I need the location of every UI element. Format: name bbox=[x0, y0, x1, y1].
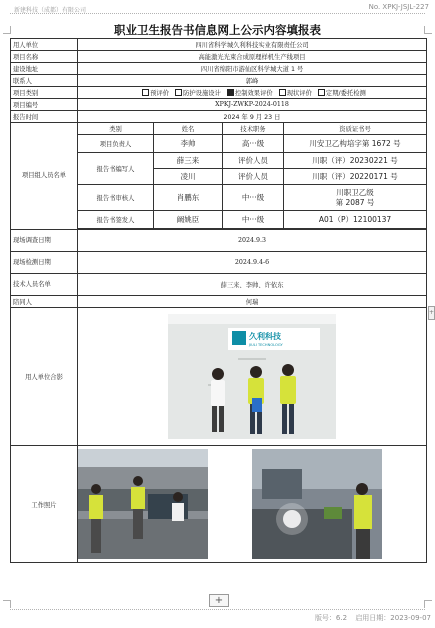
col-header-cert: 资质证书号 bbox=[284, 123, 427, 135]
report-time-value[interactable]: 2024 年 9 月 23 日 bbox=[78, 111, 427, 123]
work-photo-left[interactable] bbox=[78, 449, 208, 559]
corner-mark bbox=[424, 600, 432, 608]
employer-label: 用人单位 bbox=[11, 39, 78, 51]
employer-value[interactable]: 四川省科学城久利科技实业有限责任公司 bbox=[78, 39, 427, 51]
unit-photo-label: 用人单位合影 bbox=[11, 308, 78, 446]
option-label: 定期/委托检测 bbox=[325, 90, 366, 97]
category-options bbox=[78, 87, 427, 99]
banner-logo-text: 久利科技 bbox=[249, 332, 282, 341]
option-label: 预评价 bbox=[150, 90, 170, 97]
tech-staff-label: 技术人员名单 bbox=[11, 274, 78, 296]
add-row-button[interactable]: + bbox=[209, 594, 229, 607]
report-time-label: 报告时间 bbox=[11, 111, 78, 123]
document-title: 职业卫生报告书信息网上公示内容填报表 bbox=[114, 23, 321, 37]
work-photo-right[interactable] bbox=[252, 449, 382, 559]
contact-value[interactable]: 郭峰 bbox=[78, 75, 427, 87]
report-no-label: 项目编号 bbox=[11, 99, 78, 111]
accompany-value[interactable]: 何瑞 bbox=[78, 296, 427, 308]
checkbox-periodic-testing[interactable] bbox=[318, 89, 325, 96]
address-value[interactable]: 四川省绵阳市游仙区科学城大道 1 号 bbox=[78, 63, 427, 75]
checkbox-preassessment[interactable] bbox=[142, 89, 149, 96]
writer-cert[interactable]: 川职（评）20230221 号 bbox=[284, 153, 427, 169]
writer-title[interactable]: 评价人员 bbox=[223, 169, 284, 185]
disclosure-table bbox=[10, 38, 427, 563]
checkbox-status-assessment[interactable] bbox=[279, 89, 286, 96]
option-label: 控制效果评价 bbox=[234, 90, 273, 97]
tech-staff-value[interactable]: 薛三来、李帅、许依东 bbox=[78, 274, 427, 296]
leader-cert[interactable]: 川安卫乙构培字第 1672 号 bbox=[284, 135, 427, 153]
corner-mark bbox=[3, 600, 11, 608]
checkbox-protection-design[interactable] bbox=[175, 89, 182, 96]
option-label: 现状评价 bbox=[286, 90, 312, 97]
project-name-value[interactable]: 高能激光光束合成原理样机生产线项目 bbox=[78, 51, 427, 63]
role-leader: 项目负责人 bbox=[78, 135, 154, 153]
col-header-title: 技术职务 bbox=[223, 123, 284, 135]
reviewer-cert-line: 第 2087 号 bbox=[335, 197, 375, 207]
work-photo-cell bbox=[78, 446, 427, 563]
sampling-value[interactable]: 2024.9.4-6 bbox=[78, 252, 427, 274]
role-reviewer: 报告书审核人 bbox=[78, 185, 154, 211]
footer-version: 版号：6.2 bbox=[314, 614, 348, 622]
footer-divider bbox=[10, 609, 425, 610]
work-photo-label: 工作照片 bbox=[11, 446, 78, 563]
footer-info bbox=[315, 613, 431, 623]
project-name-label: 项目名称 bbox=[11, 51, 78, 63]
report-no-value[interactable]: XPKJ-ZWKP-2024-0118 bbox=[78, 99, 427, 111]
issuer-cert[interactable]: A01（P）12100137 bbox=[284, 211, 427, 229]
leader-title[interactable]: 高···级 bbox=[223, 135, 284, 153]
header-doc-number: No. XPKJ-JSJL-227 bbox=[368, 3, 429, 11]
role-writers: 报告书编写人 bbox=[78, 153, 154, 185]
unit-photo-cell bbox=[78, 308, 427, 446]
reviewer-cert[interactable] bbox=[284, 185, 427, 211]
header-company: 新建科技（成都）有限公司 bbox=[14, 7, 87, 14]
writer-cert[interactable]: 川职（评）20220171 号 bbox=[284, 169, 427, 185]
issuer-title[interactable]: 中···级 bbox=[223, 211, 284, 229]
writer-name[interactable]: 凌川 bbox=[154, 169, 223, 185]
issuer-name[interactable]: 阚姚臣 bbox=[154, 211, 223, 229]
header-divider bbox=[10, 13, 425, 14]
site-survey-value[interactable]: 2024.9.3 bbox=[78, 230, 427, 252]
role-issuer: 报告书签发人 bbox=[78, 211, 154, 229]
page-side-handle[interactable]: + bbox=[428, 306, 435, 320]
accompany-label: 陪同人 bbox=[11, 296, 78, 308]
option-label: 防护设施设计 bbox=[183, 90, 221, 97]
col-header-name: 姓名 bbox=[154, 123, 223, 135]
writer-name[interactable]: 薛三来 bbox=[154, 153, 223, 169]
reviewer-cert-line: 川职卫乙级 bbox=[336, 187, 374, 197]
contact-label: 联系人 bbox=[11, 75, 78, 87]
col-header-role: 类别 bbox=[78, 123, 154, 135]
banner-logo-sub: JIULI TECHNOLOGY bbox=[249, 343, 283, 347]
writer-title[interactable]: 评价人员 bbox=[223, 153, 284, 169]
footer-date: 启用日期：2023-09-07 bbox=[355, 614, 431, 622]
group-photo[interactable] bbox=[168, 314, 336, 439]
address-label: 建设地址 bbox=[11, 63, 78, 75]
reviewer-name[interactable]: 肖鹏东 bbox=[154, 185, 223, 211]
leader-name[interactable]: 李帅 bbox=[154, 135, 223, 153]
reviewer-title[interactable]: 中···级 bbox=[223, 185, 284, 211]
staff-group-label: 项目组人员名单 bbox=[11, 123, 78, 230]
sampling-label: 现场检测日期 bbox=[11, 252, 78, 274]
site-survey-label: 现场调查日期 bbox=[11, 230, 78, 252]
category-label: 项目类别 bbox=[11, 87, 78, 99]
checkbox-control-effect[interactable] bbox=[227, 89, 234, 96]
